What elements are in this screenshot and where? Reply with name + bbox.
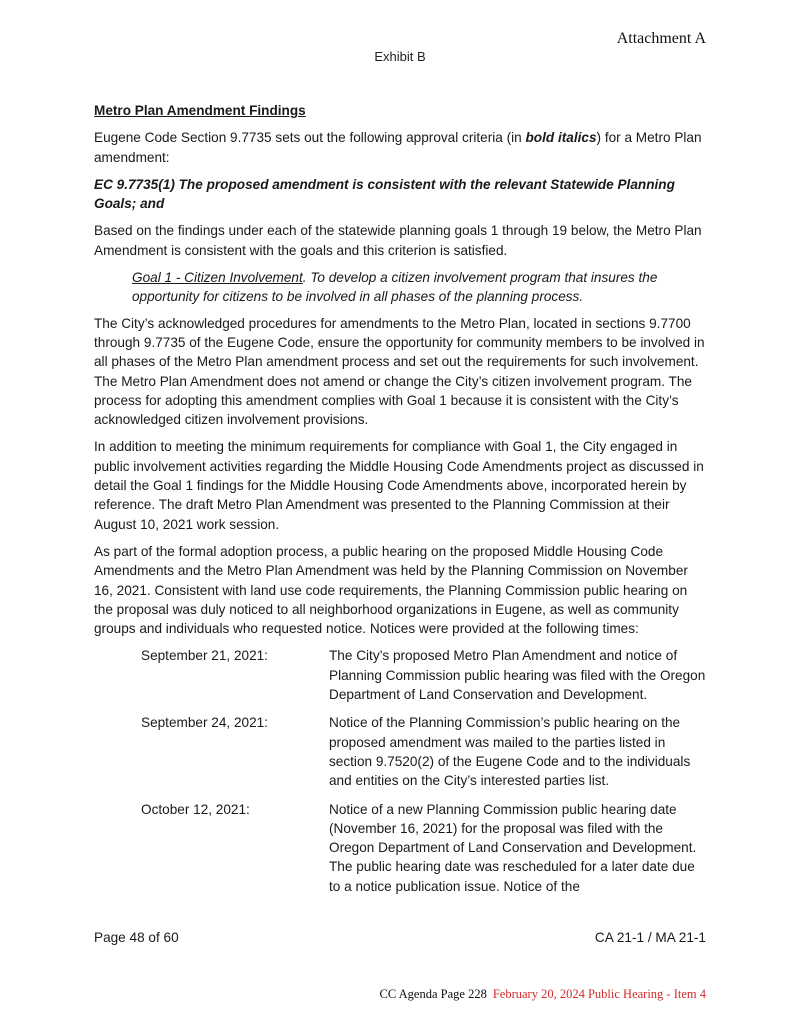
paragraph-adoption: As part of the formal adoption process, a public hearing on the proposed Middle Housing Code Amendments and the Metro Plan Amendment was held by the Planning Commission on November 16, 2021. Consistent with land use code requirements, the Planning Commission public hearing on the proposal was duly noticed to all neighborhood organizations in Eugene, as well as community groups and individuals who requested notice. Notices were provided at the following times: [94, 543, 688, 637]
hearing-label: February 20, 2024 Public Hearing - Item 4 [492, 987, 706, 1001]
notice-row [141, 713, 707, 790]
agenda-footer [380, 987, 706, 1002]
notice-row [141, 646, 707, 704]
case-number: CA 21-1 / MA 21-1 [594, 930, 706, 945]
page-number: Page 48 of 60 [94, 930, 179, 945]
attachment-label: Attachment A [616, 30, 706, 47]
goal-name: Goal 1 - Citizen Involvement [132, 270, 303, 286]
paragraph-procedures: The City’s acknowledged procedures for amendments to the Metro Plan, located in sections 9.7700 through 9.7735 of the Eugene Code, ensure the opportunity for community members to be involved in all phases of the Metro Plan amendment process and set out the requirements for such involvement. The Metro Plan Amendment does not amend or change the City’s citizen involvement program. The process for adopting this amendment complies with Goal 1 because it is consistent with the City’s acknowledged citizen involvement provisions. [94, 315, 705, 428]
intro-text-after: ) for a Metro Plan amendment: [94, 130, 702, 165]
intro-text-before: Eugene Code Section 9.7735 sets out the following approval criteria (in [94, 130, 526, 146]
document-body [94, 101, 707, 905]
paragraph-involvement: In addition to meeting the minimum requirements for compliance with Goal 1, the City engaged in public involvement activities regarding the Middle Housing Code Amendments project as discussed in detail the Goal 1 findings for the Middle Housing Code Amendments above, incorporated herein by reference. The draft Metro Plan Amendment was presented to the Planning Commission at their August 10, 2021 work session. [94, 439, 704, 532]
exhibit-label: Exhibit B [374, 49, 426, 64]
agenda-page: CC Agenda Page 228 [379, 987, 487, 1001]
goal-statement [132, 268, 707, 307]
notice-date: October 12, 2021: [141, 801, 250, 817]
notice-dates [141, 646, 707, 896]
criterion-heading: EC 9.7735(1) The proposed amendment is consistent with the relevant Statewide Planning Goals; and [94, 176, 675, 212]
intro-emphasis: bold italics [525, 130, 597, 146]
goal-text: . To develop a citizen involvement program that insures the opportunity for citizens to be involved in all phases of the planning process. [132, 270, 658, 305]
notice-text: Notice of the Planning Commission’s public hearing on the proposed amendment was mailed to the parties listed in section 9.7520(2) of the Eugene Code and to the individuals and entities on the City’s interested parties list. [329, 715, 691, 789]
notice-text: The City’s proposed Metro Plan Amendment and notice of Planning Commission public hearing was filed with the Oregon Department of Land Conservation and Development. [329, 648, 706, 703]
intro-paragraph [94, 128, 707, 167]
notice-date: September 24, 2021: [141, 715, 268, 731]
notice-row [141, 800, 707, 896]
section-title: Metro Plan Amendment Findings [94, 103, 306, 118]
notice-text: Notice of a new Planning Commission public hearing date (November 16, 2021) for the proposal was filed with the Oregon Department of Land Conservation and Development. The public hearing date was rescheduled for a later date due to a notice publication issue. Notice of the [329, 801, 697, 894]
paragraph-findings: Based on the findings under each of the statewide planning goals 1 through 19 below, the Metro Plan Amendment is consistent with the goals and this criterion is satisfied. [94, 223, 702, 258]
notice-date: September 21, 2021: [141, 648, 268, 664]
